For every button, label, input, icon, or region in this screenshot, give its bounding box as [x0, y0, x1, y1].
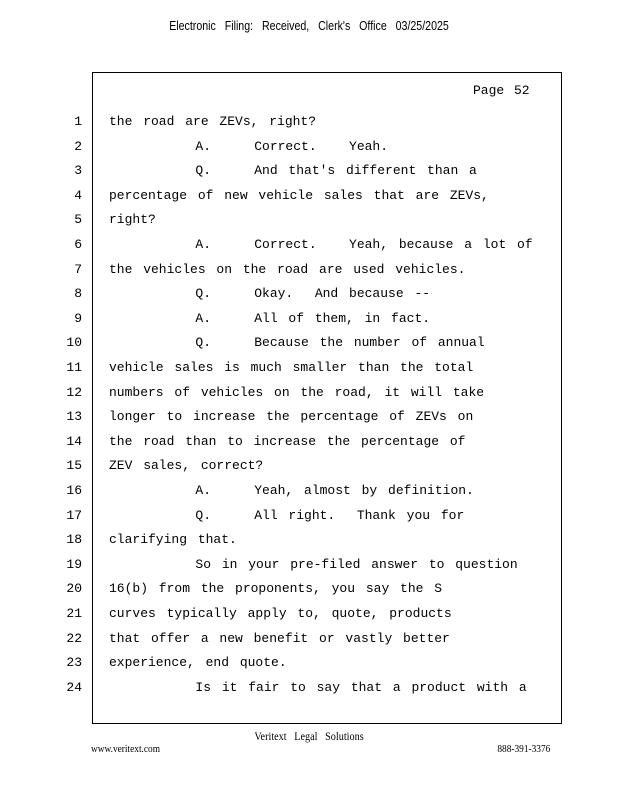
transcript-line	[0, 385, 618, 403]
transcript-line	[0, 631, 618, 649]
line-text: A. All of them, in fact.	[109, 310, 431, 326]
line-text: Q. Because the number of annual	[109, 335, 485, 351]
transcript-line	[0, 434, 618, 452]
line-text: So in your pre-filed answer to question	[109, 556, 518, 572]
line-number: 9	[74, 310, 82, 326]
transcript-line	[0, 409, 618, 427]
line-number: 17	[66, 507, 82, 523]
transcript-line	[0, 163, 618, 181]
transcript-line	[0, 557, 618, 575]
line-text: A. Yeah, almost by definition.	[109, 483, 474, 498]
line-number: 24	[66, 679, 82, 695]
line-text: curves typically apply to, quote, products	[109, 606, 452, 621]
line-number: 3	[74, 163, 82, 179]
line-text: ZEV sales, correct?	[109, 458, 264, 474]
transcript-line	[0, 311, 618, 329]
line-text: vehicle sales is much smaller than the total	[109, 360, 474, 375]
transcript-line	[0, 188, 618, 206]
line-text: experience, end quote.	[109, 655, 287, 671]
line-number: 23	[66, 655, 82, 671]
transcript-line	[0, 606, 618, 624]
line-number: 13	[66, 409, 82, 425]
line-text: right?	[109, 212, 156, 228]
line-number: 16	[66, 483, 82, 498]
page-number: Page 52	[473, 83, 530, 98]
line-text: longer to increase the percentage of ZEVs on	[109, 409, 474, 425]
transcript-line	[0, 360, 618, 378]
line-number: 15	[66, 458, 82, 474]
line-number: 6	[74, 237, 82, 252]
line-text: the road are ZEVs, right?	[109, 114, 317, 129]
transcript-line	[0, 483, 618, 501]
transcript-line	[0, 532, 618, 550]
line-text: A. Correct. Yeah, because a lot of	[109, 237, 533, 252]
footer-company: Veritext Legal Solutions	[254, 729, 364, 743]
line-number: 20	[66, 581, 82, 597]
transcript-line	[0, 458, 618, 476]
transcript-line	[0, 335, 618, 353]
line-number: 12	[66, 384, 82, 400]
transcript-line	[0, 139, 618, 157]
transcript-line	[0, 212, 618, 230]
line-text: Q. Okay. And because --	[109, 286, 431, 302]
line-number: 5	[74, 212, 82, 228]
line-text: the road than to increase the percentage of	[109, 433, 466, 449]
line-text: the vehicles on the road are used vehicles.	[109, 261, 466, 277]
line-text: clarifying that.	[109, 532, 237, 548]
footer-website: www.veritext.com	[91, 743, 160, 755]
transcript-line	[0, 581, 618, 599]
transcript-line	[0, 508, 618, 526]
line-text: A. Correct. Yeah.	[109, 138, 389, 154]
line-number: 11	[66, 360, 82, 375]
line-text: Q. And that's different than a	[109, 163, 477, 179]
line-number: 21	[66, 606, 82, 621]
transcript-line	[0, 655, 618, 673]
line-number: 7	[74, 261, 82, 277]
line-number: 22	[66, 630, 82, 646]
transcript-line	[0, 680, 618, 698]
line-number: 19	[66, 556, 82, 572]
line-number: 8	[74, 286, 82, 302]
footer-phone: 888-391-3376	[497, 743, 550, 755]
line-number: 14	[66, 433, 82, 449]
line-text: that offer a new benefit or vastly better	[109, 630, 450, 646]
transcript-line	[0, 262, 618, 280]
line-number: 10	[66, 335, 82, 351]
line-text: Q. All right. Thank you for	[109, 507, 465, 523]
line-number: 18	[66, 532, 82, 548]
line-text: 16(b) from the proponents, you say the S	[109, 581, 443, 597]
transcript-line	[0, 114, 618, 132]
line-number: 2	[74, 138, 82, 154]
line-number: 1	[74, 114, 82, 129]
line-text: percentage of new vehicle sales that are ZEVs,	[109, 187, 489, 203]
line-text: Is it fair to say that a product with a	[109, 679, 527, 695]
filing-stamp: Electronic Filing: Received, Clerk's Office 03/25/2025	[169, 19, 449, 33]
transcript-line	[0, 286, 618, 304]
line-number: 4	[74, 187, 82, 203]
transcript-line	[0, 237, 618, 255]
line-text: numbers of vehicles on the road, it will take	[109, 384, 485, 400]
